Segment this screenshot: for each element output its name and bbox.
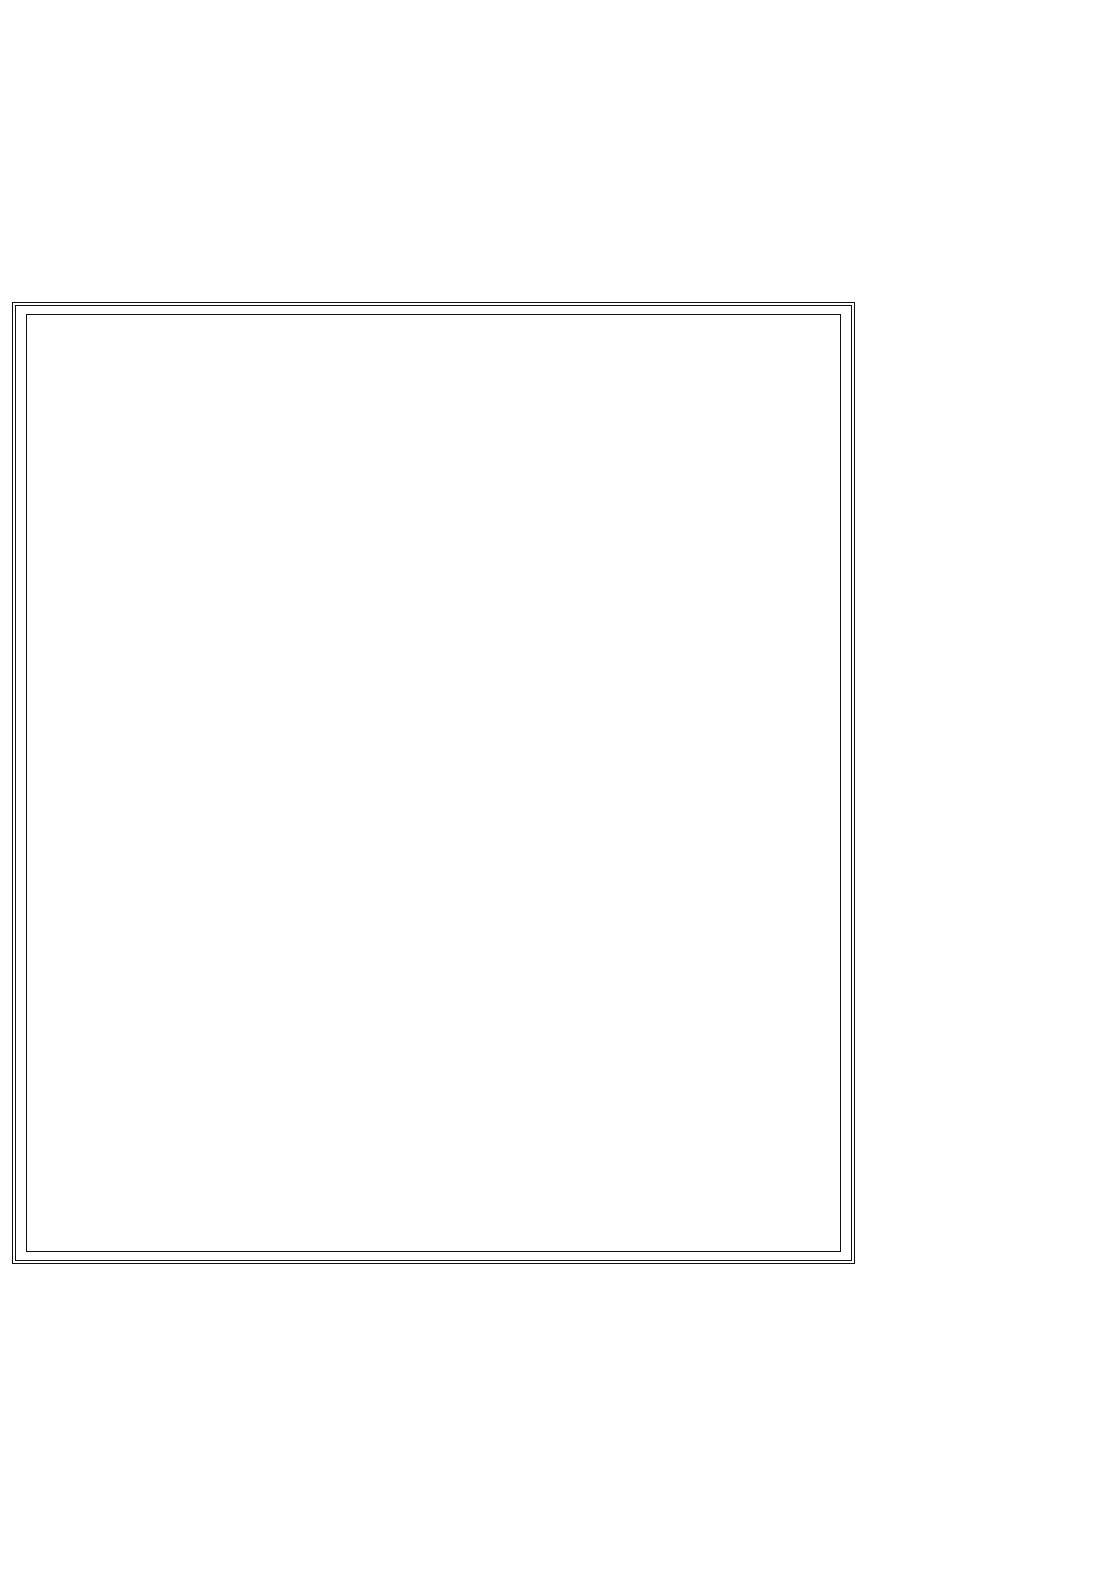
frame-inner-border (26, 314, 841, 1252)
boxed-anecdotes-frame (12, 302, 855, 1264)
